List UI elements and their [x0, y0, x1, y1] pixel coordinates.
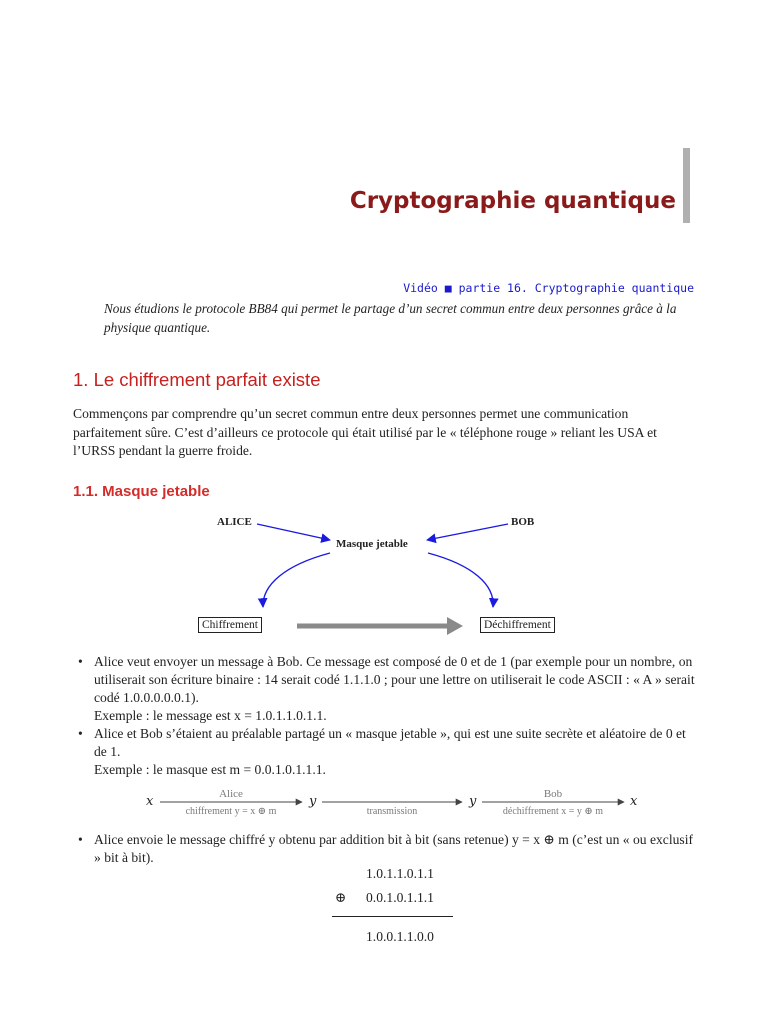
addition-line-2: 0.0.1.0.1.1.1 [366, 890, 434, 905]
flow-alice-label: Alice [219, 788, 243, 800]
alice-label: ALICE [217, 516, 252, 528]
bullet-example: Exemple : le masque est m = 0.0.1.0.1.1.1. [94, 762, 326, 777]
list-item [73, 831, 695, 867]
bullet-list [73, 653, 695, 779]
bullet-dot: • [78, 654, 83, 669]
flow-x-start: x [146, 794, 154, 809]
bullet-dot: • [78, 832, 83, 847]
bob-to-mask-arrow [427, 524, 508, 540]
flow-x-end: x [630, 794, 638, 809]
flow-y-end: y [469, 794, 477, 809]
flow-transmission-label: transmission [366, 806, 418, 817]
bullet-list-2 [73, 831, 695, 867]
addition-line-1: 1.0.1.1.0.1.1 [366, 866, 434, 881]
bullet-dot: • [78, 726, 83, 741]
bullet-text: Alice et Bob s’étaient au préalable partagé un « masque jetable », qui est une suite secrète et aléatoire de 0 et de 1. [94, 726, 686, 759]
flow-encrypt-label: chiffrement y = x ⊕ m [185, 806, 277, 817]
chapter-abstract: Nous étudions le protocole BB84 qui permet le partage d’un secret commun entre deux personnes grâce à la physique quantique. [104, 301, 677, 335]
bob-label: BOB [511, 516, 535, 528]
bullet-example: Exemple : le message est x = 1.0.1.1.0.1.1. [94, 708, 327, 723]
one-time-pad-diagram [0, 505, 768, 645]
encrypt-box: Chiffrement [198, 617, 262, 633]
subsection-heading: 1.1. Masque jetable [73, 483, 210, 500]
chapter-title-bar [683, 148, 690, 223]
addition-rule [332, 916, 453, 917]
decrypt-box: Déchiffrement [480, 617, 555, 633]
flow-decrypt-label: déchiffrement x = y ⊕ m [502, 806, 604, 817]
section-heading: 1. Le chiffrement parfait existe [73, 369, 321, 390]
addition-result: 1.0.0.1.1.0.0 [366, 929, 434, 944]
mask-to-decrypt-arrow [428, 553, 493, 607]
bullet-text: Alice envoie le message chiffré y obtenu par addition bit à bit (sans retenue) y = x ⊕ m (c’est un « ou exclusif » bit à bit). [94, 832, 694, 865]
mask-label: Masque jetable [336, 538, 408, 550]
flow-y-mid: y [309, 794, 317, 809]
video-link[interactable]: Vidéo ■ partie 16. Cryptographie quantique [403, 281, 694, 295]
list-item [73, 725, 695, 779]
process-arrow-head [447, 617, 463, 635]
chapter-title: Cryptographie quantique [349, 188, 676, 214]
intro-paragraph: Commençons par comprendre qu’un secret commun entre deux personnes permet une communication parfaitement sûre. C’est d’ailleurs ce protocole qui était utilisé par le « téléphone rouge » reliant les USA et l’URSS pendant la guerre froide. [73, 406, 657, 459]
bullet-text: Alice veut envoyer un message à Bob. Ce message est composé de 0 et de 1 (par exemple pour un nombre, on utiliserait son écriture binaire : 14 serait codé 1.1.1.0 ; pour une lettre on utiliserait le code ASCII : « A » serait codé 1.0.0.0.0.0.1). [94, 654, 695, 705]
addition-operator: ⊕ [335, 890, 347, 905]
mask-to-encrypt-arrow [263, 553, 330, 607]
flow-bob-label: Bob [543, 788, 563, 800]
alice-to-mask-arrow [257, 524, 330, 540]
list-item [73, 653, 695, 725]
